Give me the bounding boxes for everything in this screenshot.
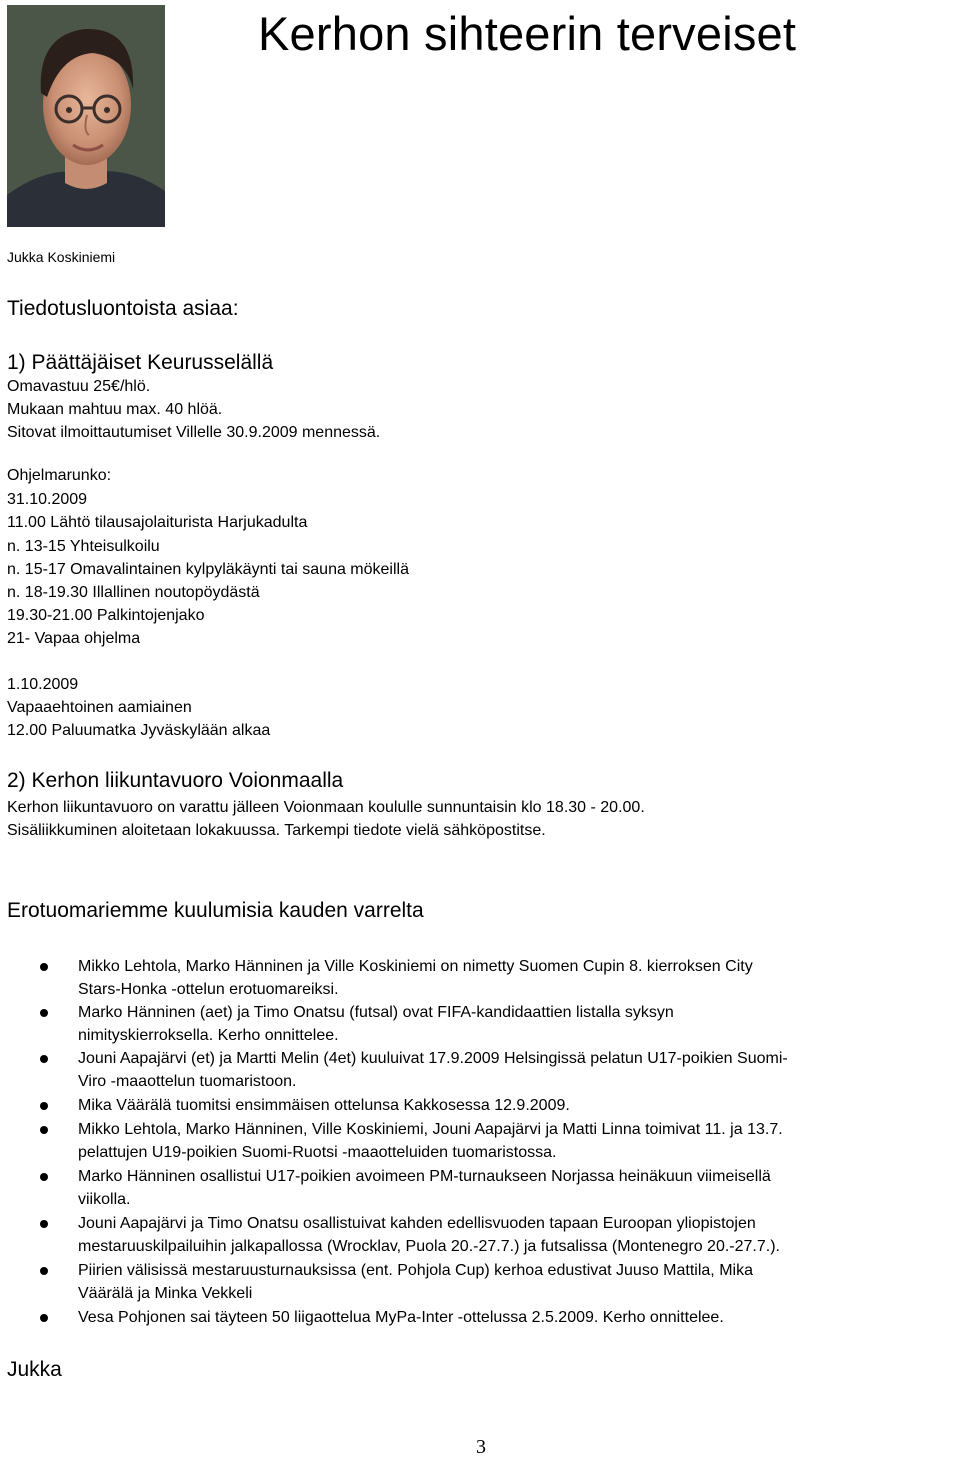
program-line: 1.10.2009 [7,676,79,693]
program-line: 12.00 Paluumatka Jyväskylään alkaa [7,722,271,739]
item2-line: Kerhon liikuntavuoro on varattu jälleen Voionmaan koululle sunnuntaisin klo 18.30 - 20.00. [7,799,645,816]
program-line: n. 15-17 Omavalintainen kylpyläkäynti tai sauna mökeillä [7,561,409,578]
program-line: 11.00 Lähtö tilausajolaiturista Harjukadulta [7,514,308,531]
list-item-line: Marko Hänninen (aet) ja Timo Onatsu (futsal) ovat FIFA-kandidaattien listalla syksyn [78,1004,674,1021]
signature: Jukka [7,1358,62,1381]
bullet-icon [40,1009,48,1017]
bullet-icon [40,1220,48,1228]
program-line: 31.10.2009 [7,491,88,508]
item1-line: Mukaan mahtuu max. 40 hlöä. [7,401,223,418]
list-item [78,1306,958,1329]
list-item [78,1094,958,1117]
program-line: 19.30-21.00 Palkintojenjako [7,607,205,624]
list-item-line: Mika Väärälä tuomitsi ensimmäisen ottelunsa Kakkosessa 12.9.2009. [78,1097,570,1114]
list-item-line: pelattujen U19-poikien Suomi-Ruotsi -maaotteluiden tuomaristossa. [78,1144,557,1161]
item2-heading: 2) Kerhon liikuntavuoro Voionmaalla [7,769,344,792]
photo-caption: Jukka Koskiniemi [7,249,116,265]
bullet-icon [40,1314,48,1322]
list-item-line: Mikko Lehtola, Marko Hänninen ja Ville Koskiniemi on nimetty Suomen Cupin 8. kierroksen City [78,958,753,975]
bullet-icon [40,1126,48,1134]
list-item-line: viikolla. [78,1191,131,1208]
program-line: Vapaaehtoinen aamiainen [7,699,192,716]
section-heading-announcements: Tiedotusluontoista asiaa: [7,297,239,320]
program-line: n. 13-15 Yhteisulkoilu [7,538,160,555]
item1-line: Omavastuu 25€/hlö. [7,378,151,395]
portrait-photo [7,5,165,227]
program-line: n. 18-19.30 Illallinen noutopöydästä [7,584,260,601]
list-item [78,1047,958,1093]
bullet-icon [40,1173,48,1181]
program-line: 21- Vapaa ohjelma [7,630,141,647]
section-heading-referees: Erotuomariemme kuulumisia kauden varrelta [7,899,424,922]
list-item [78,1212,958,1258]
bullet-icon [40,963,48,971]
item1-line: Sitovat ilmoittautumiset Villelle 30.9.2009 mennessä. [7,424,381,441]
bullet-icon [40,1267,48,1275]
page-number: 3 [476,1436,486,1458]
list-item-line: nimityskierroksella. Kerho onnittelee. [78,1027,339,1044]
item1-heading: 1) Päättäjäiset Keurusselällä [7,351,274,374]
list-item-line: Piirien välisissä mestaruusturnauksissa (ent. Pohjola Cup) kerhoa edustivat Juuso Mattila, Mika [78,1262,753,1279]
list-item-line: Jouni Aapajärvi ja Timo Onatsu osallistuivat kahden edellisvuoden tapaan Euroopan yliopistojen [78,1215,756,1232]
list-item-line: Viro -maaottelun tuomaristoon. [78,1073,297,1090]
list-item [78,1259,958,1305]
bullet-icon [40,1055,48,1063]
item2-line: Sisäliikkuminen aloitetaan lokakuussa. Tarkempi tiedote vielä sähköpostitse. [7,822,546,839]
list-item-line: mestaruuskilpailuihin jalkapallossa (Wrocklav, Puola 20.-27.7.) ja futsalissa (Montenegro 20.-27.7.). [78,1238,780,1255]
list-item [78,1118,958,1164]
list-item-line: Marko Hänninen osallistui U17-poikien avoimeen PM-turnaukseen Norjassa heinäkuun viimeisellä [78,1168,771,1185]
page-title: Kerhon sihteerin terveiset [258,7,797,60]
list-item-line: Väärälä ja Minka Vekkeli [78,1285,253,1302]
list-item-line: Mikko Lehtola, Marko Hänninen, Ville Koskiniemi, Jouni Aapajärvi ja Matti Linna toimivat 11. ja 13.7. [78,1121,783,1138]
list-item-line: Vesa Pohjonen sai täyteen 50 liigaottelua MyPa-Inter -ottelussa 2.5.2009. Kerho onnittelee. [78,1309,724,1326]
list-item-line: Stars-Honka -ottelun erotuomareiksi. [78,981,339,998]
list-item [78,1001,958,1047]
bullet-icon [40,1102,48,1110]
program-label: Ohjelmarunko: [7,467,112,484]
list-item [78,1165,958,1211]
list-item [78,955,958,1001]
list-item-line: Jouni Aapajärvi (et) ja Martti Melin (4et) kuuluivat 17.9.2009 Helsingissä pelatun U17-poikien Suomi- [78,1050,788,1067]
